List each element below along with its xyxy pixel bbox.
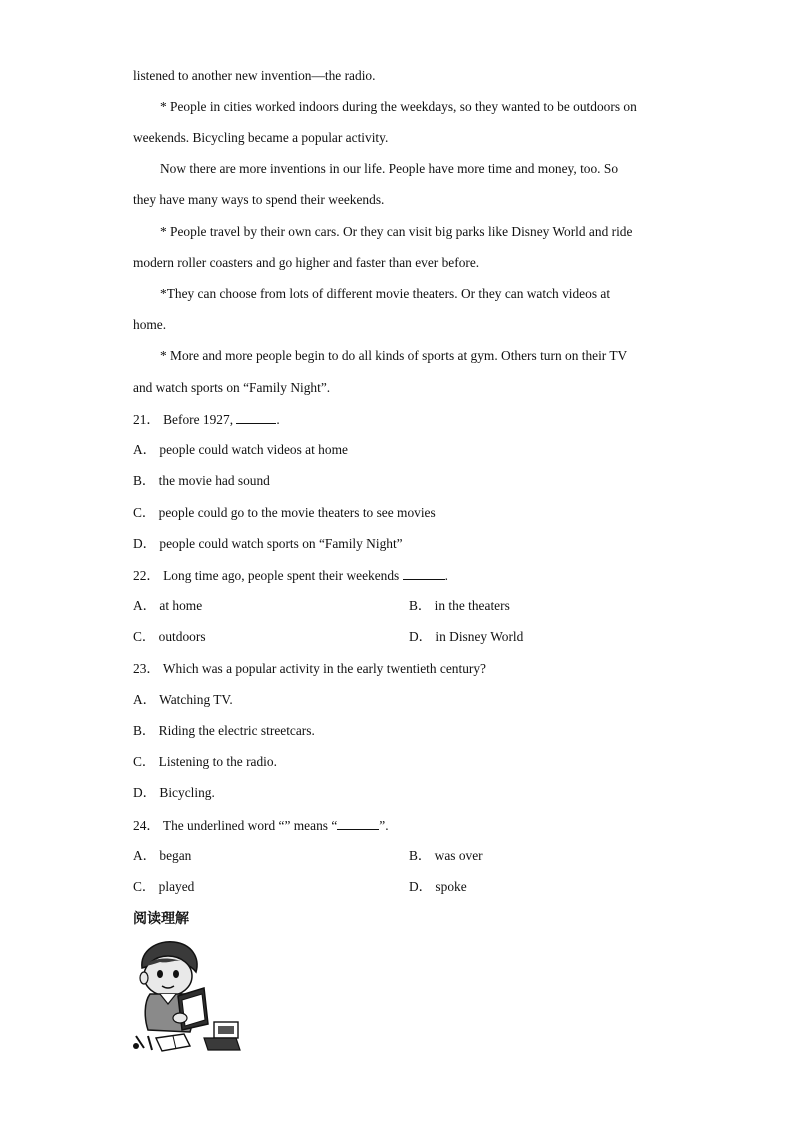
option-d: D． people could watch sports on “Family Night”: [133, 536, 403, 551]
option-a: A． people could watch videos at home: [133, 442, 348, 457]
passage-line: home.: [133, 317, 167, 332]
passage-line: * More and more people begin to do all kinds of sports at gym. Others turn on their TV: [160, 348, 628, 363]
passage-line: Now there are more inventions in our life. People have more time and money, too. So: [160, 161, 619, 176]
passage-line: *They can choose from lots of different movie theaters. Or they can watch videos at: [160, 286, 611, 301]
option-b: B． the movie had sound: [133, 473, 270, 488]
passage-line: and watch sports on “Family Night”.: [133, 380, 331, 395]
option-a: A． at home: [133, 598, 203, 613]
section-heading: 阅读理解: [133, 911, 189, 927]
option-b: B． was over: [409, 848, 483, 863]
option-d: D． spoke: [409, 879, 467, 894]
answer-blank: [337, 817, 379, 830]
question-24-stem: 24． The underlined word “” means “ ”.: [133, 818, 389, 833]
option-b: B． Riding the electric streetcars.: [133, 723, 315, 738]
option-c: C． played: [133, 879, 195, 894]
answer-blank: [403, 567, 445, 580]
question-21-stem: 21． Before 1927, .: [133, 412, 280, 427]
option-d: D． in Disney World: [409, 629, 524, 644]
passage-line: * People in cities worked indoors during the weekdays, so they wanted to be outdoors on: [160, 99, 637, 114]
passage-line: weekends. Bicycling became a popular activity.: [133, 130, 389, 145]
passage-line: they have many ways to spend their weekends.: [133, 192, 385, 207]
passage-line: modern roller coasters and go higher and faster than ever before.: [133, 255, 480, 270]
passage-line: listened to another new invention—the radio.: [133, 68, 376, 83]
passage-line: * People travel by their own cars. Or they can visit big parks like Disney World and ride: [160, 224, 633, 239]
option-c: C． Listening to the radio.: [133, 754, 277, 769]
question-23-stem: 23． Which was a popular activity in the early twentieth century?: [133, 661, 487, 676]
option-d: D． Bicycling.: [133, 785, 215, 800]
option-a: A． began: [133, 848, 192, 863]
option-c: C． outdoors: [133, 629, 206, 644]
option-a: A． Watching TV.: [133, 692, 233, 707]
option-b: B． in the theaters: [409, 598, 510, 613]
answer-blank: [236, 411, 276, 424]
option-c: C． people could go to the movie theaters to see movies: [133, 505, 436, 520]
question-22-stem: 22． Long time ago, people spent their weekends .: [133, 568, 448, 583]
boy-reading-book-icon: [130, 938, 245, 1055]
